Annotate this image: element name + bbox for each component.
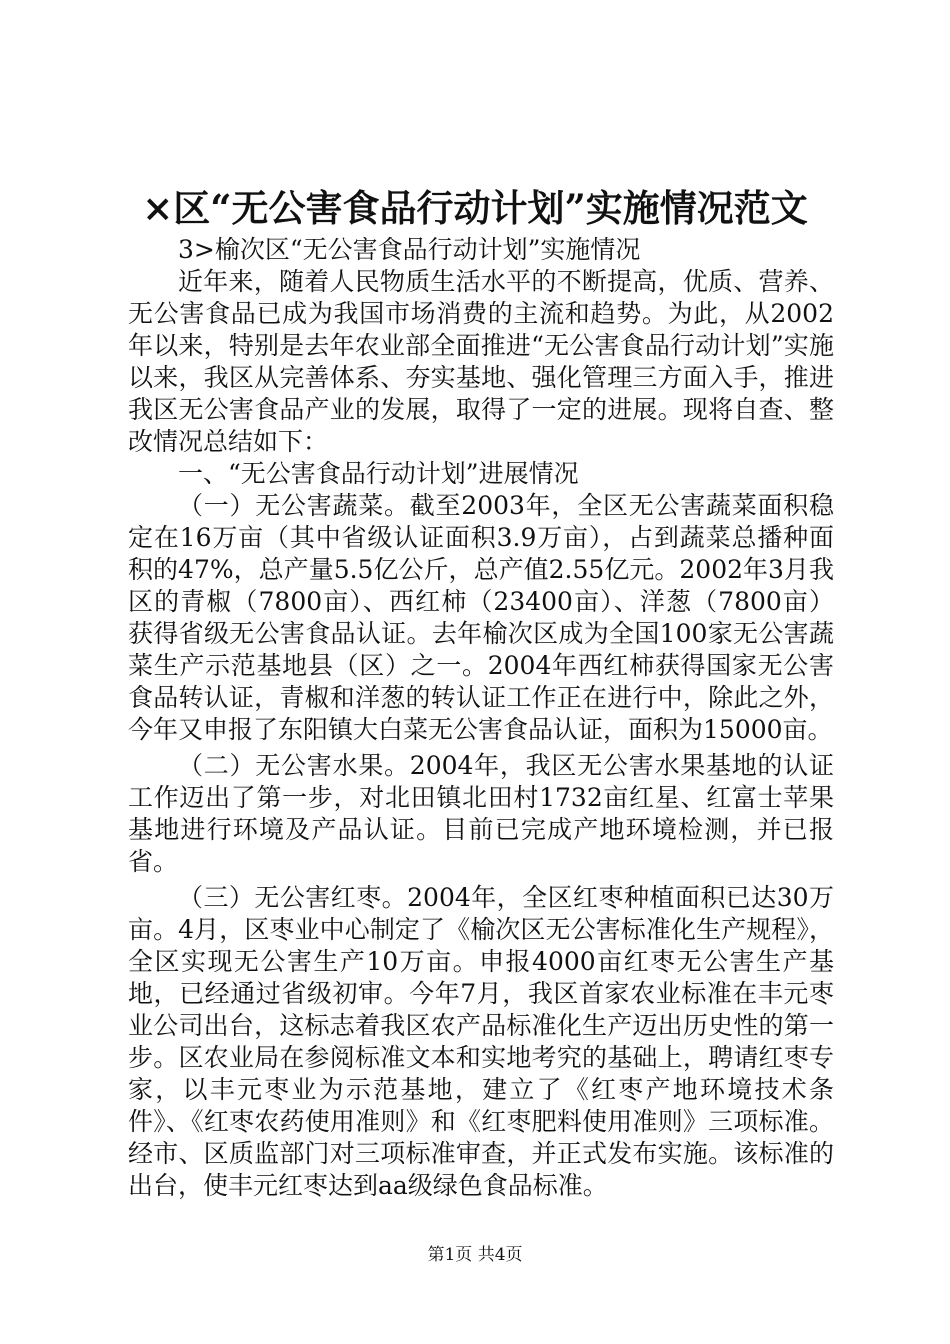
intro-paragraph: 近年来，随着人民物质生活水平的不断提高，优质、营养、无公害食品已成为我国市场消费的主流和趋势。为此，从2002年以来，特别是去年农业部全面推进“无公害食品行动计划”实施以来，我区从完善体系、夯实基地、强化管理三方面入手，推进我区无公害食品产业的发展，取得了一定的进展。现将自查、整改情况总结如下： xyxy=(128,267,834,456)
jujube-paragraph: （三）无公害红枣。2004年，全区红枣种植面积已达30万亩。4月，区枣业中心制定了《榆次区无公害标准化生产规程》，全区实现无公害生产10万亩。申报4000亩红枣无公害生产基地，已经通过省级初审。今年7月，我区首家农业标准在丰元枣业公司出台，这标志着我区农产品标准化生产迈出历史性的第一步。区农业局在参阅标准文本和实地考究的基础上，聘请红枣专家，以丰元枣业为示范基地，建立了《红枣产地环境技术条件》、《红枣农药使用准则》和《红枣肥料使用准则》三项标准。经市、区质监部门对三项标准审查，并正式发布实施。该标准的出台，使丰元红枣达到aa级绿色食品标准。 xyxy=(128,883,834,1200)
fruit-paragraph: （二）无公害水果。2004年，我区无公害水果基地的认证工作迈出了第一步，对北田镇北田村1732亩红星、红富士苹果基地进行环境及产品认证。目前已完成产地环境检测，并已报省。 xyxy=(128,751,834,876)
subtitle-paragraph: 3>榆次区“无公害食品行动计划”实施情况 xyxy=(178,235,641,264)
page-footer: 第1页 共4页 xyxy=(427,1245,523,1265)
vegetable-paragraph: （一）无公害蔬菜。截至2003年，全区无公害蔬菜面积稳定在16万亩（其中省级认证面积3.9万亩），占到蔬菜总播种面积的47%，总产量5.5亿公斤，总产值2.55亿元。2002年3月我区的青椒（7800亩）、西红柿（23400亩）、洋葱（7800亩）获得省级无公害食品认证。去年榆次区成为全国100家无公害蔬菜生产示范基地县（区）之一。2004年西红柿获得国家无公害食品转认证，青椒和洋葱的转认证工作正在进行中，除此之外，今年又申报了东阳镇大白菜无公害食品认证，面积为15000亩。 xyxy=(128,491,834,744)
section-heading: 一、“无公害食品行动计划”进展情况 xyxy=(178,459,579,488)
document-title: ×区“无公害食品行动计划”实施情况范文 xyxy=(142,186,808,230)
document-body xyxy=(128,234,834,1202)
